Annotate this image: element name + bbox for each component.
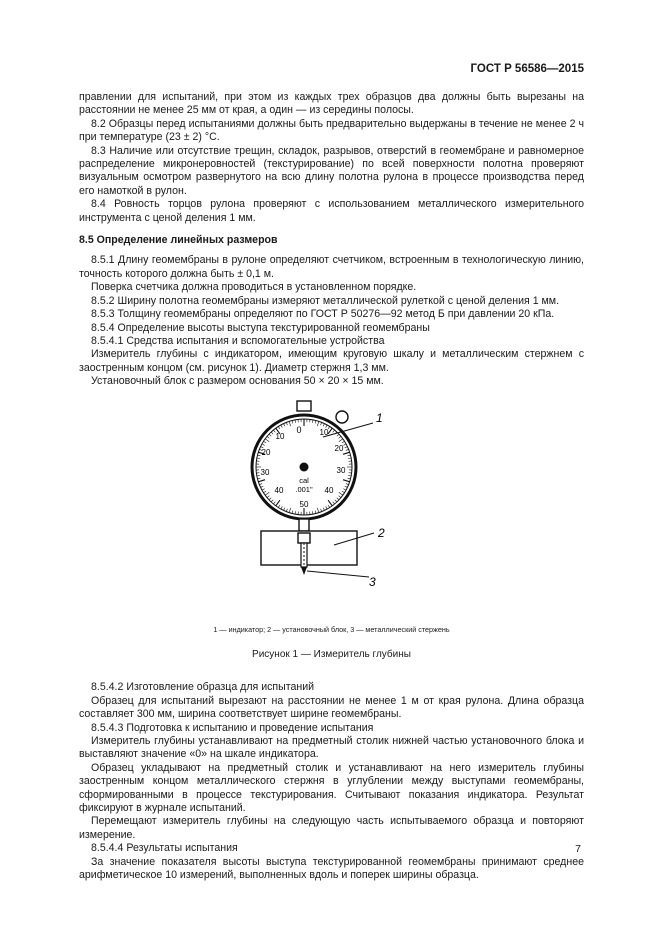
gauge-top-stem bbox=[297, 401, 311, 411]
dial-number: 20 bbox=[334, 443, 344, 453]
paragraph-gauge-setup: Измеритель глубины устанавливают на предметный столик нижней частью установочного блока и выставляют значение «0» на шкале индикатора. bbox=[79, 734, 584, 761]
figure-depth-gauge bbox=[79, 395, 584, 617]
paragraph-8-3: 8.3 Наличие или отсутствие трещин, складок, разрывов, отверстий в геомембране и равномерное распределение микронеровностей (текстурирование) по всей поверхности полотна проверяют визуальным осмотром развернутого на всю длину полотна рулона в процессе производства перед его намоткой в рулон. bbox=[79, 144, 584, 197]
dial-number: 10 bbox=[319, 427, 329, 437]
paragraph-8-5-1: 8.5.1 Длину геомембраны в рулоне определяют счетчиком, встроенным в технологическую линию, точность которого должна быть ± 0,1 м. bbox=[79, 254, 584, 280]
gauge-side-knob bbox=[336, 411, 348, 423]
paragraph-8-4: 8.4 Ровность торцов рулона проверяют с использованием металлического измерительного инструмента с ценой деления 1 мм. bbox=[79, 198, 584, 224]
paragraph-8-5-4-3: 8.5.4.3 Подготовка к испытанию и проведение испытания bbox=[91, 721, 374, 734]
leader-line-3 bbox=[307, 571, 369, 577]
paragraph-repeat: Перемещают измеритель глубины на следующую часть испытываемого образца и повторяют измерение. bbox=[79, 815, 584, 841]
paragraph-8-5-2: 8.5.2 Ширину полотна геомембраны измеряют металлической рулеткой с ценой деления 1 мм. bbox=[91, 294, 560, 307]
paragraph-measurement: Образец укладывают на предметный столик и устанавливают на него измеритель глубины заостренным концом металлического стержня в углублении между выступами геомембраны, сформированными в процессе текстурирования. Считывают показания индикатора. Результат фиксируют в журнале испытаний. bbox=[79, 761, 584, 814]
dial-number: 40 bbox=[274, 485, 284, 495]
paragraph-8-5-3: 8.5.3 Толщину геомембраны определяют по ГОСТ Р 50276—92 метод Б при давлении 20 кПа. bbox=[91, 308, 555, 321]
paragraph-8-5-4: 8.5.4 Определение высоты выступа текстурированной геомембраны bbox=[91, 321, 430, 334]
figure-legend: 1 — индикатор; 2 — установочный блок, 3 — металлический стержень bbox=[213, 624, 450, 634]
dial-number: 20 bbox=[261, 447, 271, 457]
paragraph-8-2: 8.2 Образцы перед испытаниями должны быть предварительно выдержаны в течение не менее 2 ч при температуре (23 ± 2) °С. bbox=[79, 117, 584, 144]
dial-caption-resolution: .001" bbox=[295, 484, 313, 494]
dial-number: 0 bbox=[296, 424, 302, 435]
page-number: 7 bbox=[575, 843, 581, 855]
rod-tip bbox=[301, 567, 307, 575]
paragraph-sample-prep: Образец для испытаний вырезают на расстоянии не менее 1 м от края рулона. Длина образца составляет 300 мм, ширина соответствует ширине геомембраны. bbox=[79, 694, 584, 721]
paragraph-setting-block: Установочный блок с размером основания 50 × 20 × 15 мм. bbox=[91, 375, 384, 388]
page-content bbox=[79, 91, 584, 882]
rod-collar bbox=[298, 533, 310, 543]
dial-number: 40 bbox=[324, 485, 334, 495]
dial-caption-cal: cal bbox=[299, 475, 309, 485]
depth-gauge-drawing bbox=[79, 395, 584, 595]
dial-number: 30 bbox=[336, 465, 346, 475]
callout-1: 1 bbox=[376, 410, 383, 425]
paragraph-8-5-4-2: 8.5.4.2 Изготовление образца для испытаний bbox=[91, 681, 315, 694]
dial-number: 10 bbox=[275, 431, 285, 441]
callout-2: 2 bbox=[378, 525, 385, 540]
paragraph-depth-gauge: Измеритель глубины с индикатором, имеющим круговую шкалу и металлическим стержнем с заостренным концом (см. рисунок 1). Диаметр стержня 1,3 мм. bbox=[79, 348, 584, 374]
figure-caption: Рисунок 1 — Измеритель глубины bbox=[252, 648, 411, 660]
dial-center-hub bbox=[300, 462, 309, 471]
paragraph-8-5-4-1: 8.5.4.1 Средства испытания и вспомогательные устройства bbox=[91, 334, 385, 347]
paragraph-8-5-4-4: 8.5.4.4 Результаты испытания bbox=[91, 842, 238, 855]
paragraph-verification: Поверка счетчика должна проводиться в установленном порядке. bbox=[91, 281, 417, 294]
paragraph-result: За значение показателя высоты выступа текстурированной геомембраны принимают среднее арифметическое 10 измерений, выполненных вдоль и поперек ширины образца. bbox=[79, 855, 584, 882]
section-heading-8-5: 8.5 Определение линейных размеров bbox=[79, 234, 278, 247]
paragraph-continuation: правлении для испытаний, при этом из каждых трех образцов два должны быть вырезаны на расстоянии не менее 25 мм от края, а один — из середины полосы. bbox=[79, 91, 584, 117]
document-code-header: ГОСТ Р 56586—2015 bbox=[470, 63, 584, 75]
dial-number: 30 bbox=[260, 467, 270, 477]
gauge-lower-stem bbox=[299, 519, 309, 531]
dial-number: 50 bbox=[299, 499, 309, 509]
callout-3: 3 bbox=[369, 574, 376, 589]
